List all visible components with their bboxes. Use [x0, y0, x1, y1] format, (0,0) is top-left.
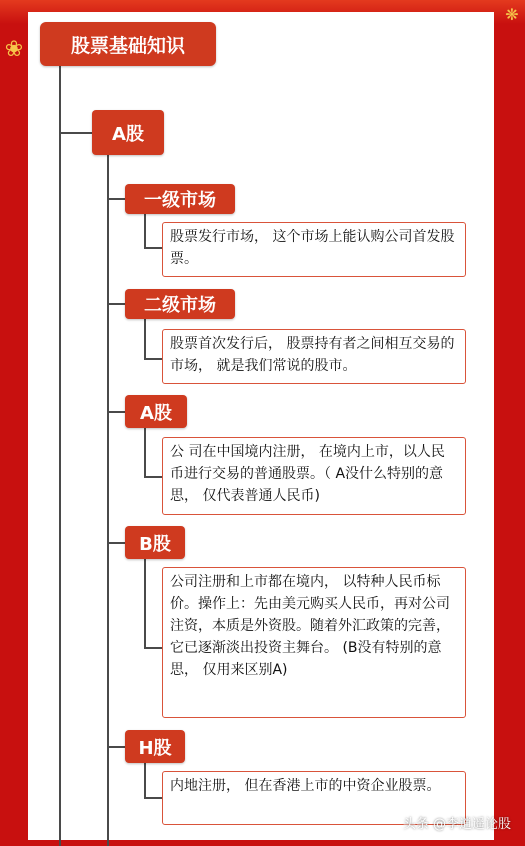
item4-sub-horizontal: [144, 647, 162, 649]
item5-sub-horizontal: [144, 797, 162, 799]
h-share-node[interactable]: H股: [125, 730, 185, 763]
a-vertical-line: [107, 155, 109, 846]
item3-sub-vertical: [144, 424, 146, 476]
h-share-note: 内地注册， 但在香港上市的中资企业股票。: [162, 771, 466, 825]
root-to-a-connector: [59, 132, 92, 134]
secondary-market-node[interactable]: 二级市场: [125, 289, 235, 319]
item2-sub-vertical: [144, 316, 146, 358]
item1-sub-vertical: [144, 211, 146, 247]
a-share-node[interactable]: A股: [92, 110, 164, 155]
b-share-node[interactable]: B股: [125, 526, 185, 559]
connector-4: [107, 542, 125, 544]
mindmap-panel: [28, 12, 494, 840]
item5-sub-vertical: [144, 759, 146, 797]
item3-sub-horizontal: [144, 476, 162, 478]
a-share-sub-note: 公 司在中国境内注册， 在境内上市，以人民币进行交易的普通股票。（ A没什么特别的意思， 仅代表普通人民币): [162, 437, 466, 515]
connector-3: [107, 411, 125, 413]
connector-5: [107, 746, 125, 748]
item2-sub-horizontal: [144, 358, 162, 360]
connector-2: [107, 303, 125, 305]
a-share-sub-node[interactable]: A股: [125, 395, 187, 428]
item4-sub-vertical: [144, 555, 146, 647]
item1-sub-horizontal: [144, 247, 162, 249]
connector-1: [107, 198, 125, 200]
primary-market-node[interactable]: 一级市场: [125, 184, 235, 214]
root-vertical-line: [59, 66, 61, 846]
decorative-flower-icon: ❀: [4, 37, 24, 62]
secondary-market-note: 股票首次发行后， 股票持有者之间相互交易的市场， 就是我们常说的股市。: [162, 329, 466, 384]
watermark: 头条 @李逍遥论股: [402, 817, 511, 832]
primary-market-note: 股票发行市场， 这个市场上能认购公司首发股票。: [162, 222, 466, 277]
decorative-ornament-icon: ❋: [505, 5, 519, 24]
b-share-note: 公司注册和上市都在境内， 以特种人民币标价。操作上：先由美元购买人民币，再对公司注资，本质是外资股。随着外汇政策的完善，它已逐渐淡出投资主舞台。 (B没有特别的意思， 仅用来区别A): [162, 567, 466, 718]
root-node[interactable]: 股票基础知识: [40, 22, 216, 66]
